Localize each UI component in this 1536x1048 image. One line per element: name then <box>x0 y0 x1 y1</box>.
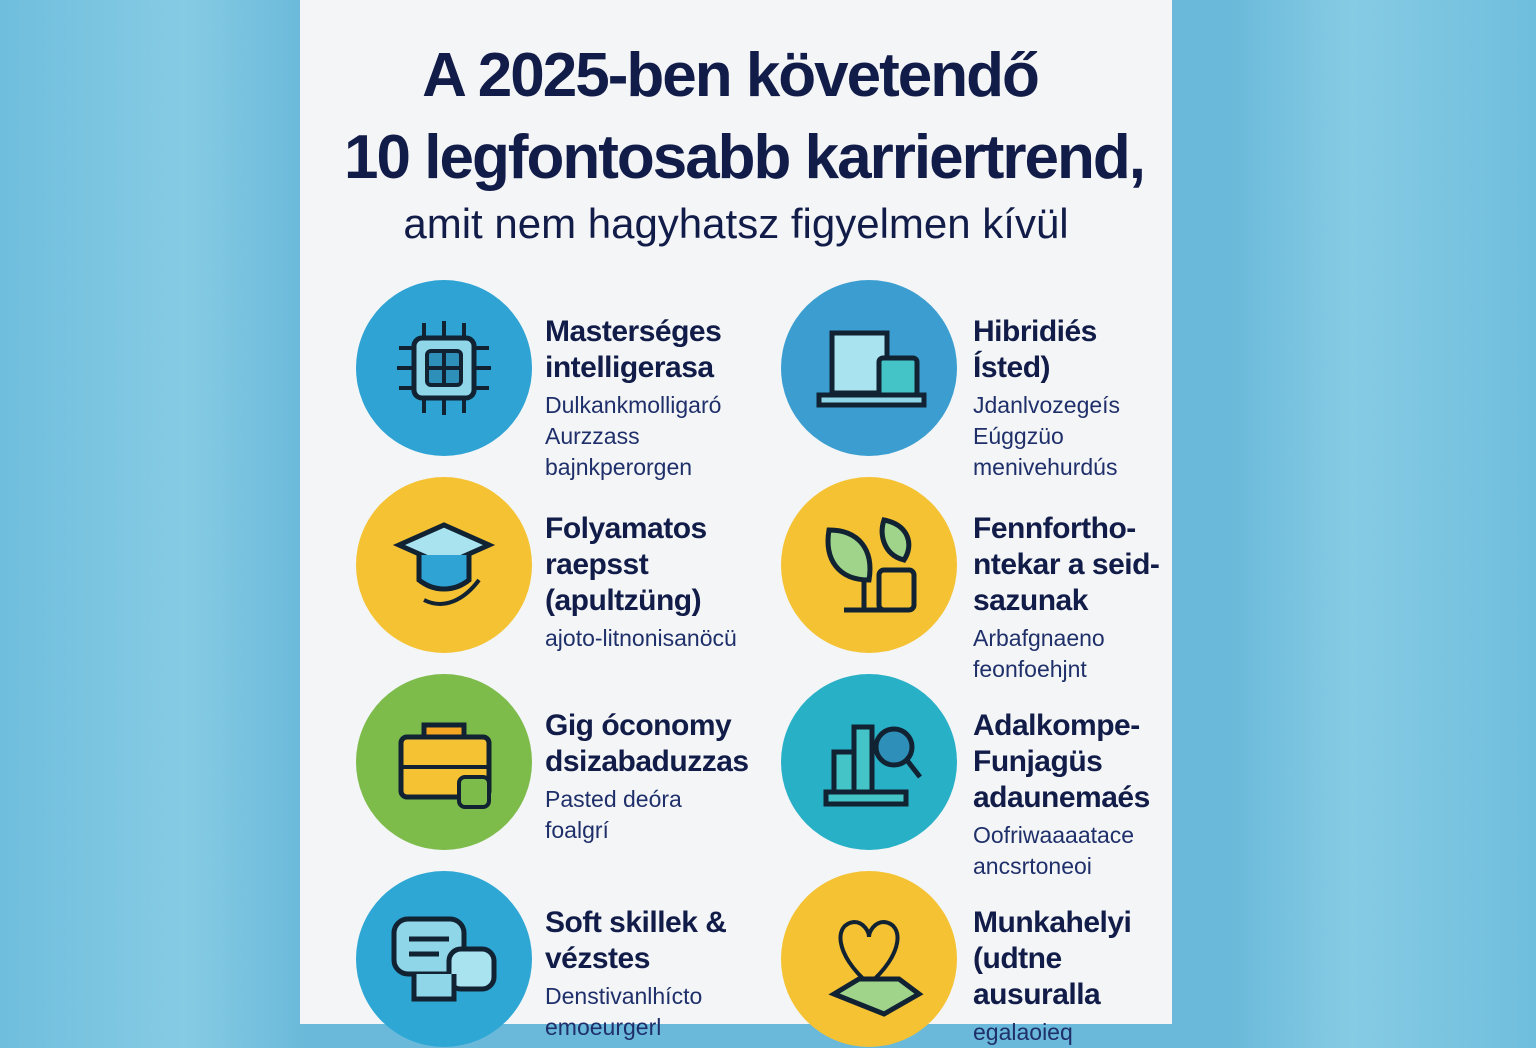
briefcase-icon <box>379 697 509 827</box>
trend-item <box>545 905 745 1043</box>
heart-wellbeing-icon <box>804 894 934 1024</box>
laptop-office-badge <box>781 280 957 456</box>
trend-title: Hibridiés Ísted) <box>973 315 1097 384</box>
briefcase-badge <box>356 674 532 850</box>
chat-bubbles-badge <box>356 871 532 1047</box>
trend-item <box>973 314 1173 483</box>
trend-item <box>545 708 749 846</box>
leaf-sustainability-badge <box>781 477 957 653</box>
graduation-cap-badge <box>356 477 532 653</box>
leaf-sustainability-icon <box>804 500 934 630</box>
trend-title: Soft skillek & vézstes <box>545 906 727 975</box>
trend-description: Arbafgnaeno feonfoehjnt <box>973 625 1105 682</box>
trend-description: Denstivanlhícto emoeurgerl <box>545 983 703 1040</box>
trend-title: Adalkompe-Funjagüs adaunemaés <box>973 709 1150 814</box>
trend-item <box>545 314 745 483</box>
trend-item <box>973 708 1173 882</box>
heart-wellbeing-badge <box>781 871 957 1047</box>
laptop-office-icon <box>804 303 934 433</box>
trend-description: egalaoieq <box>973 1019 1073 1045</box>
trend-description: Jdanlvozegeís Eúggzüo menivehurdús <box>973 392 1121 480</box>
title-line-2: 10 legfontosabb karriertrend, <box>344 123 1144 192</box>
trend-title: Masterséges intelligerasa <box>545 315 722 384</box>
trend-title: Fennfortho-ntekar a seid-sazunak <box>973 512 1160 617</box>
trend-description: Oofriwaaaatace ancsrtoneoi <box>973 822 1135 879</box>
ai-chip-icon <box>379 303 509 433</box>
trend-description: ajoto-litnonisanöcü <box>545 625 737 651</box>
trend-description: Dulkankmolligaró Aurzzass bajnkperorgen <box>545 392 722 480</box>
subtitle: amit nem hagyhatsz figyelmen kívül <box>403 200 1069 247</box>
chat-bubbles-icon <box>379 894 509 1024</box>
trend-title: Munkahelyi (udtne ausuralla <box>973 906 1132 1011</box>
ai-chip-badge <box>356 280 532 456</box>
data-analysis-badge <box>781 674 957 850</box>
data-analysis-icon <box>804 697 934 827</box>
trend-item <box>973 511 1173 685</box>
trend-item <box>973 905 1173 1048</box>
trend-description: Pasted deóra foalgrí <box>545 786 682 843</box>
trend-item <box>545 511 745 654</box>
trend-title: Gig óconomy dsizabaduzzas <box>545 709 749 778</box>
trend-title: Folyamatos raepsst (apultzüng) <box>545 512 707 617</box>
infographic-panel <box>300 0 1172 1045</box>
graduation-cap-icon <box>379 500 509 630</box>
title-line-1: A 2025-ben követendő <box>422 41 1038 110</box>
